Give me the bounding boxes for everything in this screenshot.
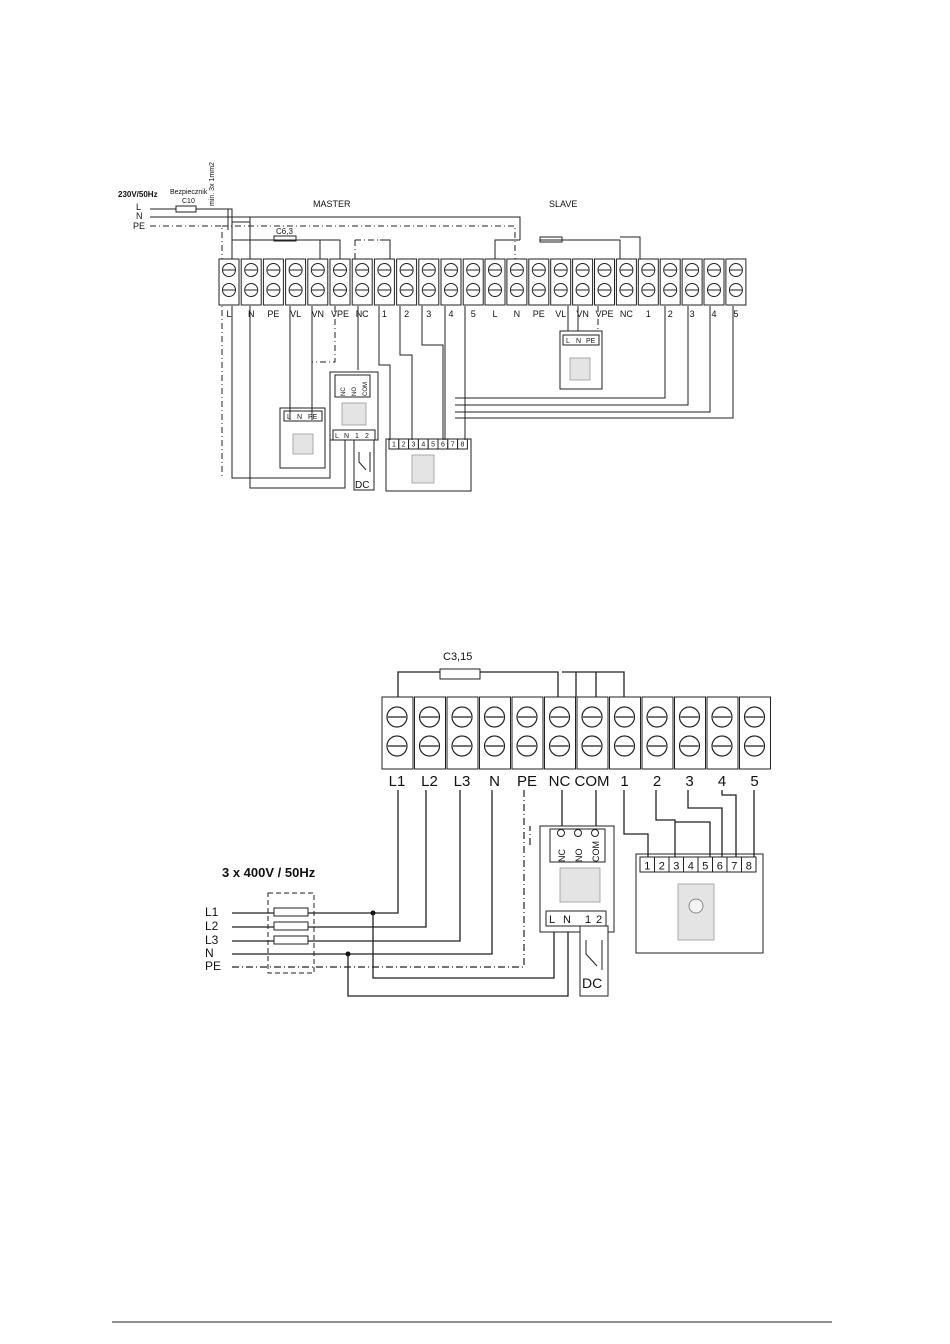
d1-slave-terminal-3 [529,259,549,305]
d1-slave-terminal-11 [704,259,724,305]
d1-slave-terminal-12 [726,259,746,305]
d1-master-terminal-label-5: VN [311,309,325,319]
d2-line-n: N [205,946,214,960]
d1-valve-icon [293,434,313,454]
d2-terminal-2 [415,697,446,769]
d1-relay-1: 1 [355,433,359,440]
d1-master-terminal-label-10: 3 [426,309,432,319]
d1-slave-terminal-10 [682,259,702,305]
d1-master-terminal-label-11: 4 [448,309,454,319]
d1-thermostat-terminal-label-3: 3 [411,441,416,449]
d2-terminal-label-6: NC [548,773,571,790]
d2-terminal-label-1: L1 [388,773,406,790]
d2-terminal-label-12: 5 [750,773,759,790]
d1-master-terminal-label-4: VL [290,309,302,319]
d1-relay-nc: NC [341,387,347,396]
d1-slave-terminal-9 [660,259,680,305]
d2-terminal-label-9: 2 [652,773,662,790]
d2-relay-no: NO [574,848,584,862]
d2-relay-1: 1 [585,914,592,926]
d1-valve-l: L [287,414,291,421]
d1-master-terminal-9 [397,259,417,305]
d2-relay-com: COM [591,841,601,862]
d2-terminal-label-8: 1 [620,773,629,790]
d2-terminal-label-7: COM [574,773,610,790]
d1-slave-valve-l: L [566,338,570,345]
d1-valve-pe: PE [308,414,318,421]
d2-relay-nc: NC [557,849,567,862]
d1-master-terminal-label-6: VPE [330,309,350,319]
diagram-1 [118,162,746,491]
d2-terminal-label-4: N [489,773,500,790]
d1-master-terminal-label-9: 2 [404,309,410,319]
d2-capacitor-label: C3,15 [443,651,473,663]
d2-relay-2: 2 [596,914,603,926]
d2-terminal-3 [447,697,478,769]
d1-thermostat-device [412,455,434,483]
d2-thermostat-terminal-label-1: 1 [644,860,651,873]
d1-thermostat-terminal-label-5: 5 [431,441,436,449]
d2-terminal-block [382,697,771,769]
d2-line-l2: L2 [205,919,219,933]
d1-dc-label: DC [355,480,370,491]
d2-terminal-label-5: PE [516,773,538,790]
d2-line-l3: L3 [205,933,219,947]
d1-slave-terminal-7 [616,259,636,305]
d1-master-terminal-label-8: 1 [381,309,387,319]
d1-master-terminal-label-7: NC [355,309,369,319]
d2-terminal-8 [610,697,641,769]
d2-capacitor [440,669,480,679]
d2-terminal-label-2: L2 [421,773,438,790]
d2-relay-n: N [563,914,571,926]
d1-thermostat-terminal-label-4: 4 [421,441,426,449]
d1-master-terminal-7 [352,259,372,305]
d2-thermostat-terminal-label-4: 4 [687,860,694,873]
d2-relay-device [560,868,600,902]
d1-fuse-label: Bezpiecznik [170,189,208,196]
d1-relay-no: NO [352,387,358,396]
d1-slave-valve-pe: PE [586,338,596,345]
d1-slave-terminal-label-12: 5 [733,309,739,319]
d2-line-pe: PE [205,959,222,973]
d1-line-pe: PE [133,221,146,231]
d1-slave-terminal-label-3: PE [532,309,545,319]
d2-dc-label: DC [582,975,603,991]
d1-valve-n: N [297,414,303,421]
d2-thermostat-terminal-label-2: 2 [658,860,665,873]
d1-slave-terminal-6 [595,259,615,305]
d2-relay-l: L [549,914,556,926]
d1-master-terminal-label-2: N [247,309,255,319]
d2-terminal-5 [512,697,543,769]
d2-terminal-label-11: 4 [717,773,727,790]
d1-thermostat-terminal-label-1: 1 [391,441,396,449]
d1-slave-terminal-label-1: L [492,309,498,319]
d1-slave-terminal-label-2: N [513,309,521,319]
d1-master-terminal-2 [241,259,261,305]
d1-master-terminal-4 [286,259,306,305]
d1-master-terminal-11 [441,259,461,305]
d2-terminal-1 [382,697,413,769]
d2-thermostat-terminal-label-8: 8 [745,860,752,873]
d1-master-label: MASTER [313,199,351,209]
d1-slave-terminal-4 [551,259,571,305]
d2-thermostat-terminal-label-6: 6 [716,860,723,873]
d1-slave-terminal-2 [507,259,527,305]
d2-terminal-7 [577,697,608,769]
d2-thermostat-terminal-label-3: 3 [673,860,680,873]
d1-slave-terminal-8 [638,259,658,305]
d1-master-terminal-5 [308,259,328,305]
d1-master-terminal-1 [219,259,239,305]
d1-relay-n: N [344,433,350,440]
d1-thermostat-terminal-label-7: 7 [450,441,455,449]
d2-terminal-12 [740,697,771,769]
d1-supply-label: 230V/50Hz [118,190,158,199]
d2-terminal-label-3: L3 [453,773,471,790]
d1-relay-2: 2 [365,433,369,440]
d2-supply-label: 3 x 400V / 50Hz [222,865,316,880]
d1-master-terminal-6 [330,259,350,305]
d1-slave-terminal-label-9: 2 [667,309,673,319]
d1-thermostat-terminal-label-8: 8 [460,441,465,449]
diagram-2 [205,651,771,996]
d1-slave-terminal-label-10: 3 [689,309,695,319]
d1-slave-terminal-label-5: VN [576,309,589,319]
d2-terminal-10 [675,697,706,769]
d1-master-terminal-block [219,259,483,305]
d1-line-n: N [136,211,143,221]
d1-slave-terminal-label-8: 1 [645,309,651,319]
d1-master-terminal-label-12: 5 [470,309,476,319]
d2-terminal-6 [545,697,576,769]
d1-master-terminal-label-3: PE [267,309,280,319]
d2-terminal-label-10: 3 [685,773,694,790]
d1-slave-terminal-label-6: VPE [595,309,614,319]
d1-slave-terminal-5 [573,259,593,305]
d1-slave-terminal-label-7: NC [619,309,633,319]
d1-fuse-value: C10 [182,198,195,205]
d1-slave-terminal-block [485,259,746,305]
d1-slave-label: SLAVE [549,199,578,209]
d2-terminal-9 [642,697,673,769]
d1-capacitor-label: C6,3 [276,227,293,236]
d1-cable-label: min. 3x 1mm2 [209,162,216,206]
d1-slave-terminal-1 [485,259,505,305]
d2-breaker [268,893,314,973]
d1-slave-valve-icon [570,358,590,380]
d1-relay-com: COM [363,382,369,396]
d1-line-l: L [136,202,142,212]
d2-thermostat-terminal-label-5: 5 [702,860,709,873]
d2-line-l1: L1 [205,905,219,919]
d1-master-terminal-3 [263,259,283,305]
d1-relay-device [342,403,366,425]
d1-slave-terminal-label-4: VL [555,309,567,319]
d1-slave-valve-n: N [576,338,582,345]
d1-master-terminal-10 [419,259,439,305]
d1-master-terminal-label-1: L [226,309,232,319]
d2-terminal-11 [707,697,738,769]
d1-master-terminal-12 [463,259,483,305]
d1-thermostat-terminal-label-2: 2 [401,441,406,449]
d1-fuse [176,206,196,212]
d1-relay-l: L [335,433,339,440]
d2-thermostat-terminal-label-7: 7 [731,860,738,873]
d1-thermostat-terminal-label-6: 6 [440,441,445,449]
d1-master-terminal-8 [374,259,394,305]
d2-terminal-4 [480,697,511,769]
d1-slave-terminal-label-11: 4 [711,309,717,319]
